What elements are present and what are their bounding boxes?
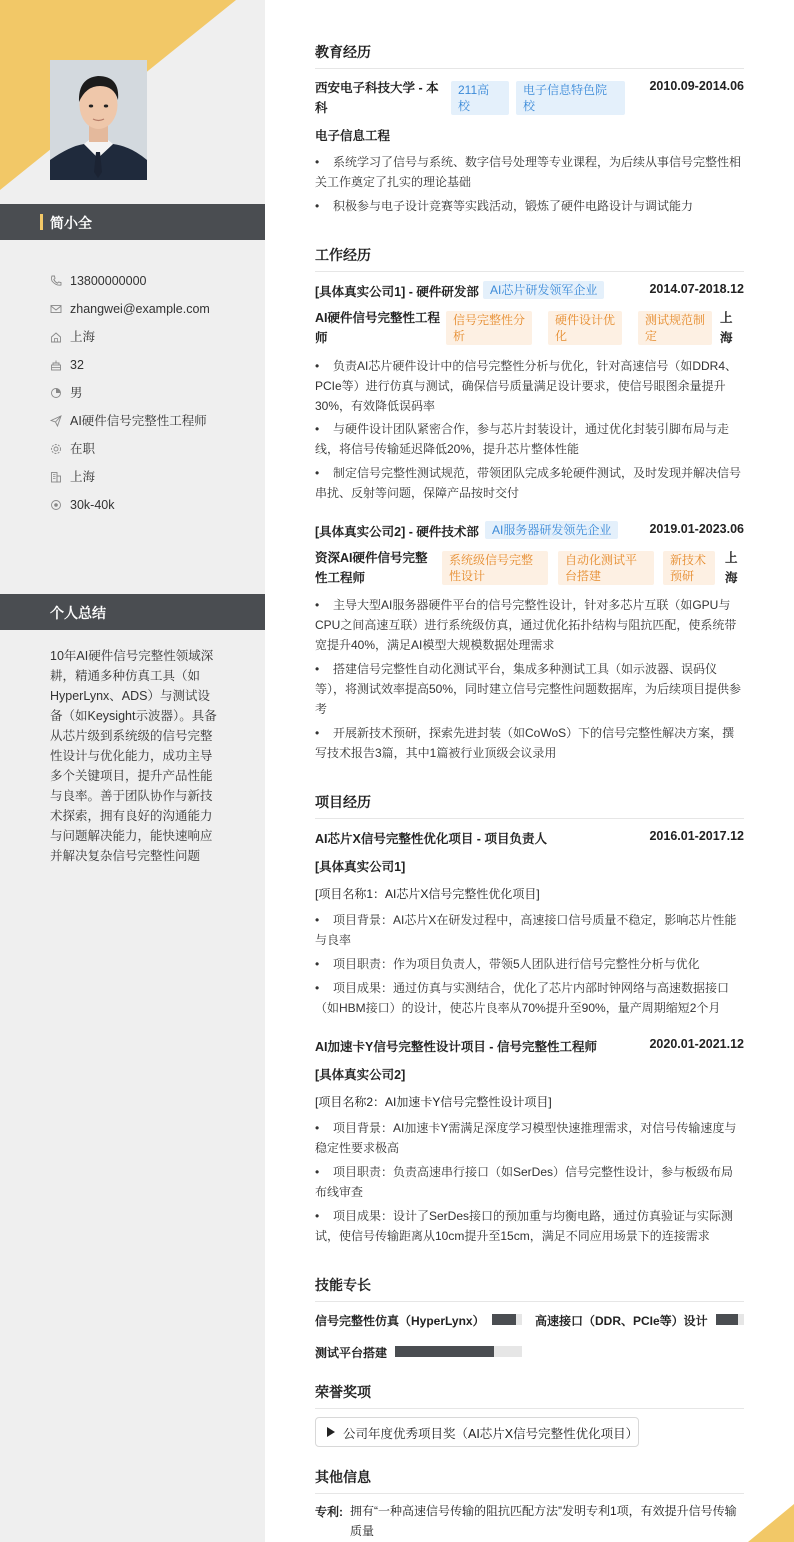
bullet-text: 关工作奠定了扎实的理论基础 — [315, 175, 472, 189]
job-date: 2019.01-2023.06 — [649, 522, 744, 536]
bullet-text: 稳定性要求极高 — [315, 1141, 400, 1155]
summary-line: 备（如Keysight示波器）。具备 — [50, 709, 217, 723]
skill-tag — [548, 311, 622, 345]
section-title: 项目经历 — [315, 792, 744, 819]
tag-line: 定 — [645, 329, 658, 343]
tag-line: 校 — [523, 99, 536, 113]
other-label: 专利: — [315, 1505, 343, 1519]
bullet-text: 写技术报告3篇，其中1篇被行业顶级会议录用 — [315, 746, 557, 760]
project-date: 2016.01-2017.12 — [649, 829, 744, 843]
summary-line: 与问题解决能力，能快速响应 — [50, 829, 213, 843]
bullet-text: 项目职责：作为项目负责人，带领5人团队进行信号完整性分析与优化 — [333, 957, 700, 971]
skill-tag — [442, 551, 548, 585]
school-line: 西安电子科技大学 - 本 — [315, 81, 439, 95]
bullet-text: 考 — [315, 702, 328, 716]
education-tag — [516, 81, 625, 115]
age-icon — [50, 359, 62, 371]
skill-tag — [638, 311, 712, 345]
skill-level-bar — [716, 1314, 744, 1325]
contact-text: 在职 — [70, 442, 96, 456]
bullet-text: PCIe等）进行仿真与测试，确保信号质量满足设计要求，使信号眼图余量提升 — [315, 379, 726, 393]
city-line: 上 — [720, 311, 733, 325]
contact-text: 30k-40k — [70, 498, 115, 512]
bullet-text: CPU之间高速互联）进行系统级仿真，通过优化拓扑结构与阻抗匹配，使系统带 — [315, 618, 737, 632]
bullet-text: 试，使信号传输距离从10cm提升至15cm，满足不同应用场景下的连接需求 — [315, 1229, 710, 1243]
skill-name: 信号完整性仿真（HyperLynx） — [315, 1314, 485, 1328]
skills-section — [315, 1275, 744, 1302]
contact-text: zhangwei@example.com — [70, 302, 210, 316]
bullet-text: 项目背景：AI芯片X在研发过程中，高速接口信号质量不稳定，影响芯片性能 — [333, 913, 737, 927]
list-item: • 项目背景：AI芯片X在研发过程中，高速接口信号质量不稳定，影响芯片性能 与良率 — [315, 910, 744, 950]
role-line: AI硬件信号完整性工程 — [315, 311, 441, 325]
skill-level-fill — [492, 1314, 516, 1325]
company-tag: AI服务器研发领先企业 — [485, 521, 618, 539]
contact-text: 男 — [70, 386, 83, 400]
list-item: • 负责AI芯片硬件设计中的信号完整性分析与优化，针对高速信号（如DDR4、 PCIe等）进行仿真与测试，确保信号质量满足设计要求，使信号眼图余量提升 30%，有效降低误码率 — [315, 356, 744, 416]
list-item: • 项目职责：作为项目负责人，带领5人团队进行信号完整性分析与优化 — [315, 957, 700, 971]
list-item: • 项目成果：通过仿真与实测结合，优化了芯片内部时钟网络与高速数据接口 （如HBM接口）的设计，使芯片良率从70%提升至90%，量产周期缩短2个月 — [315, 978, 744, 1018]
summary-line: 从芯片级到系统级的信号完整 — [50, 729, 213, 743]
bullet-text: （如HBM接口）的设计，使芯片良率从70%提升至90%，量产周期缩短2个月 — [315, 1001, 721, 1015]
avatar — [50, 60, 147, 180]
summary-line: 术探索，拥有良好的沟通能力 — [50, 809, 213, 823]
contact-text: 上海 — [70, 470, 96, 484]
bullet-text: 负责AI芯片硬件设计中的信号完整性分析与优化，针对高速信号（如DDR4、 — [333, 359, 738, 373]
skill-name: 测试平台搭建 — [315, 1346, 388, 1360]
bullet-text: 30%，有效降低误码率 — [315, 399, 436, 413]
award-text: 公司年度优秀项目奖（AI芯片X信号完整性优化项目） — [343, 1427, 639, 1441]
send-icon — [50, 415, 62, 427]
role-line: 师 — [315, 331, 328, 345]
bullet-text: 串扰、反射等问题，保障产品按时交付 — [315, 486, 520, 500]
contact-text: 13800000000 — [70, 274, 147, 288]
gender-icon — [50, 387, 62, 399]
other-section — [315, 1467, 744, 1494]
tag-line: 电子信息特色院 — [523, 83, 608, 97]
list-item: • 系统学习了信号与系统、数字信号处理等专业课程，为后续从事信号完整性相 关工作奠定了扎实的理论基础 — [315, 152, 744, 192]
project-company: [具体真实公司2] — [315, 1068, 406, 1082]
bullet-text: 系统学习了信号与系统、数字信号处理等专业课程，为后续从事信号完整性相 — [333, 155, 742, 169]
other-line: 拥有“一种高速信号传输的阻抗匹配方法”发明专利1项，有效提升信号传输 — [350, 1504, 737, 1518]
tag-line: 预研 — [670, 569, 695, 583]
list-item: • 与硬件设计团队紧密合作，参与芯片封装设计，通过优化封装引脚布局与走 线，将信号传输延迟降低20%，提升芯片整体性能 — [315, 419, 744, 459]
education-major: 电子信息工程 — [315, 129, 391, 143]
skill-level-bar — [395, 1346, 522, 1357]
skill-level-bar — [492, 1314, 522, 1325]
status-icon — [50, 443, 62, 455]
award-item[interactable] — [315, 1417, 639, 1447]
bullet-text: 项目成果：通过仿真与实测结合，优化了芯片内部时钟网络与高速数据接口 — [333, 981, 730, 995]
job-company: [具体真实公司1] - 硬件研发部 — [315, 285, 479, 299]
summary-line: 与良率。善于团队协作与新技 — [50, 789, 213, 803]
role-line: 资深AI硬件信号完整 — [315, 551, 428, 565]
contact-text: AI硬件信号完整性工程师 — [70, 414, 207, 428]
project-title: [项目名称1：AI芯片X信号完整性优化项目] — [315, 887, 540, 901]
job-role — [315, 548, 428, 588]
building-icon — [50, 471, 62, 483]
bullet-text: 主导大型AI服务器硬件平台的信号完整性设计，针对多芯片互联（如GPU与 — [333, 598, 731, 612]
name-header — [0, 204, 265, 240]
skill-name: 高速接口（DDR、PCIe等）设计 — [535, 1314, 708, 1328]
section-title: 教育经历 — [315, 42, 744, 69]
list-item: • 制定信号完整性测试规范，带领团队完成多轮硬件测试，及时发现并解决信号 串扰、反射等问题，保障产品按时交付 — [315, 463, 744, 503]
section-title: 荣誉奖项 — [315, 1382, 744, 1409]
bullet-text: 积极参与电子设计竞赛等实践活动，锻炼了硬件电路设计与调试能力 — [333, 199, 694, 213]
skill-tag — [558, 551, 654, 585]
tag-line: 211高 — [458, 83, 490, 97]
tag-line: 化 — [555, 329, 568, 343]
job-role — [315, 308, 440, 348]
summary-line: 10年AI硬件信号完整性领域深 — [50, 649, 214, 663]
tag-line: 校 — [458, 99, 471, 113]
city-line: 海 — [720, 331, 733, 345]
tag-line: 性设计 — [449, 569, 486, 583]
skill-level-fill — [716, 1314, 738, 1325]
summary-line: 多个关键项目，提升产品性能 — [50, 769, 213, 783]
project-name: AI加速卡Y信号完整性设计项目 - 信号完整性工程师 — [315, 1040, 597, 1054]
section-title: 其他信息 — [315, 1467, 744, 1494]
phone-icon — [50, 275, 62, 287]
tag-line: 信号完整性分 — [453, 313, 526, 327]
school-line: 科 — [315, 101, 328, 115]
name-accent — [40, 214, 43, 230]
summary-line: 耕，精通多种仿真工具（如 — [50, 669, 201, 683]
city-line: 上 — [725, 551, 738, 565]
list-item: • 搭建信号完整性自动化测试平台，集成多种测试工具（如示波器、误码仪 等），将测试效率提高50%，同时建立信号完整性问题数据库，为后续项目提供参 考 — [315, 659, 744, 719]
candidate-name: 简小全 — [50, 215, 92, 231]
bullet-text: 项目成果：设计了SerDes接口的预加重与均衡电路，通过仿真验证与实际测 — [333, 1209, 734, 1223]
job-city — [720, 308, 733, 348]
tag-line: 测试规范制 — [645, 313, 706, 327]
tag-line: 系统级信号完整 — [449, 553, 534, 567]
project-name: AI芯片X信号完整性优化项目 - 项目负责人 — [315, 832, 547, 846]
bullet-text: 宽提升40%，满足AI模型大规模数据处理需求 — [315, 638, 555, 652]
skill-level-fill — [395, 1346, 494, 1357]
bullet-text: 项目职责：负责高速串行接口（如SerDes）信号完整性设计，参与板级布局 — [333, 1165, 734, 1179]
summary-line: 并解决复杂信号完整性问题 — [50, 849, 201, 863]
bullet-text: 与硬件设计团队紧密合作，参与芯片封装设计，通过优化封装引脚布局与走 — [333, 422, 730, 436]
skill-tag — [663, 551, 715, 585]
work-section — [315, 245, 744, 272]
education-date: 2010.09-2014.06 — [649, 79, 744, 93]
summary-line: 性设计与优化能力，成功主导 — [50, 749, 213, 763]
salary-icon — [50, 499, 62, 511]
tag-line: 硬件设计优 — [555, 313, 616, 327]
other-text — [350, 1501, 737, 1541]
bullet-text: 等），将测试效率提高50%，同时建立信号完整性问题数据库，为后续项目提供参 — [315, 682, 742, 696]
section-title: 工作经历 — [315, 245, 744, 272]
list-item: • 项目成果：设计了SerDes接口的预加重与均衡电路，通过仿真验证与实际测 试，使信号传输距离从10cm提升至15cm，满足不同应用场景下的连接需求 — [315, 1206, 744, 1246]
tag-line: 新技术 — [670, 553, 707, 567]
sidebar — [0, 0, 265, 1542]
home-icon — [50, 331, 62, 343]
company-tag: AI芯片研发领军企业 — [483, 281, 604, 299]
list-item: • 开展新技术预研，探索先进封装（如CoWoS）下的信号完整性解决方案，撰 写技术报告3篇，其中1篇被行业顶级会议录用 — [315, 723, 744, 763]
list-item: • 主导大型AI服务器硬件平台的信号完整性设计，针对多芯片互联（如GPU与 CPU之间高速互联）进行系统级仿真，通过优化拓扑结构与阻抗匹配，使系统带 宽提升40%，满足AI模型大规模数据处理需求 — [315, 595, 744, 655]
summary-title: 个人总结 — [50, 605, 106, 621]
bullet-text: 与良率 — [315, 933, 352, 947]
bullet-text: 搭建信号完整性自动化测试平台，集成多种测试工具（如示波器、误码仪 — [333, 662, 718, 676]
bullet-text: 线，将信号传输延迟降低20%，提升芯片整体性能 — [315, 442, 580, 456]
bullet-text: 项目背景：AI加速卡Y需满足深度学习模型快速推理需求，对信号传输速度与 — [333, 1121, 737, 1135]
tag-line: 台搭建 — [565, 569, 602, 583]
play-icon — [327, 1427, 335, 1437]
role-line: 性工程师 — [315, 571, 366, 585]
job-city — [725, 548, 738, 588]
honors-section — [315, 1382, 744, 1409]
list-item: • 项目背景：AI加速卡Y需满足深度学习模型快速推理需求，对信号传输速度与 稳定性要求极高 — [315, 1118, 744, 1158]
list-item: • 积极参与电子设计竞赛等实践活动，锻炼了硬件电路设计与调试能力 — [315, 199, 694, 213]
summary-line: HyperLynx、ADS）与测试设 — [50, 689, 210, 703]
tag-line: 自动化测试平 — [565, 553, 638, 567]
projects-section — [315, 792, 744, 819]
city-line: 海 — [725, 571, 738, 585]
bullet-text: 制定信号完整性测试规范，带领团队完成多轮硬件测试，及时发现并解决信号 — [333, 466, 742, 480]
list-item: • 项目职责：负责高速串行接口（如SerDes）信号完整性设计，参与板级布局 布线审查 — [315, 1162, 744, 1202]
bullet-text: 开展新技术预研，探索先进封装（如CoWoS）下的信号完整性解决方案，撰 — [333, 726, 735, 740]
mail-icon — [50, 303, 62, 315]
other-line: 质量 — [350, 1524, 375, 1538]
tag-line: 析 — [453, 329, 466, 343]
project-title: [项目名称2：AI加速卡Y信号完整性设计项目] — [315, 1095, 552, 1109]
project-company: [具体真实公司1] — [315, 860, 406, 874]
contact-text: 32 — [70, 358, 84, 372]
corner-decoration — [748, 1504, 794, 1542]
contact-text: 上海 — [70, 330, 96, 344]
education-section — [315, 42, 744, 69]
education-school — [315, 78, 439, 118]
bullet-text: 布线审查 — [315, 1185, 364, 1199]
summary-header — [0, 594, 265, 630]
section-title: 技能专长 — [315, 1275, 744, 1302]
project-date: 2020.01-2021.12 — [649, 1037, 744, 1051]
job-date: 2014.07-2018.12 — [649, 282, 744, 296]
summary-text — [50, 646, 218, 866]
job-company: [具体真实公司2] - 硬件技术部 — [315, 525, 479, 539]
skill-tag — [446, 311, 532, 345]
education-tag — [451, 81, 509, 115]
